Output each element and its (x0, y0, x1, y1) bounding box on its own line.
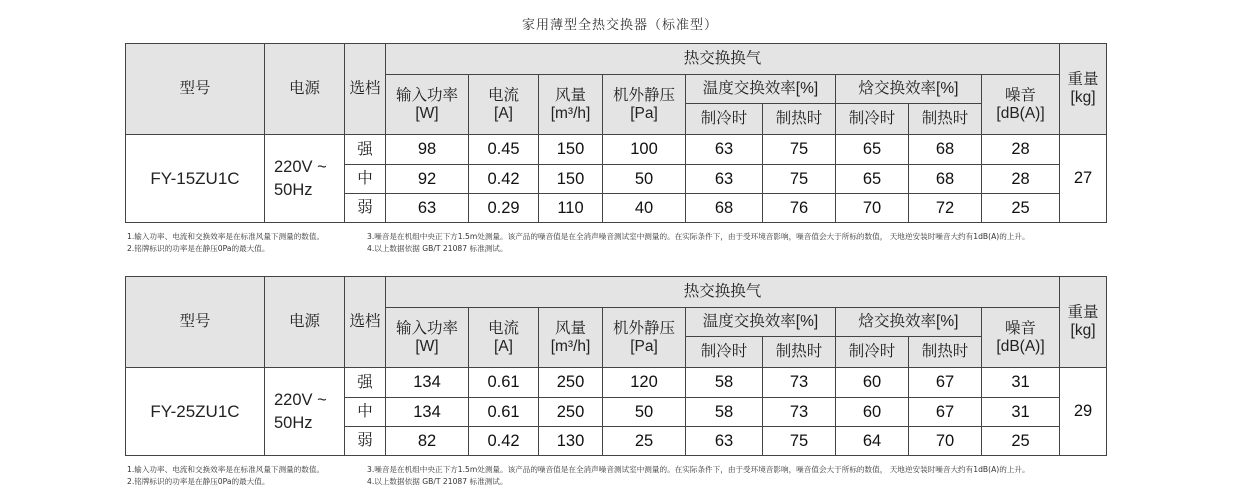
footnote-1: 1.输入功率、电流和交换效率是在标准风量下测量的数值。 (127, 465, 325, 474)
mode-medium: 中 (345, 398, 386, 427)
header-airflow: 风量 [m³/h] (539, 308, 603, 368)
mode-weak: 弱 (345, 427, 386, 456)
footnote-3: 3.噪音是在机组中央正下方1.5m处测量。该产品的噪音值是在全消声噪音测试室中测量的。在实际条件下，由于受环境音影响，噪音值会大于所标的数值， 天地逆安装时噪音大约有1dB(A)的上升。 (367, 232, 1030, 241)
spec-table-2 (125, 276, 1107, 456)
header-weight: 重量 [kg] (1060, 44, 1107, 135)
enthalpy-heating-value: 67 (909, 368, 982, 398)
noise-value: 31 (982, 398, 1060, 427)
footnote-3: 3.噪音是在机组中央正下方1.5m处测量。该产品的噪音值是在全消声噪音测试室中测量的。在实际条件下，由于受环境音影响，噪音值会大于所标的数值， 天地逆安装时噪音大约有1dB(A)的上升。 (367, 465, 1030, 474)
model-cell: FY-15ZU1C (126, 135, 265, 223)
current-value: 0.61 (469, 368, 539, 398)
current-value: 0.42 (469, 165, 539, 194)
header-input-power: 输入功率 [W] (386, 308, 469, 368)
temp-heating-value: 75 (763, 135, 836, 165)
header-input-power: 输入功率 [W] (386, 75, 469, 135)
spec-block-2 (125, 276, 1100, 488)
current-value: 0.61 (469, 398, 539, 427)
page-title: 家用薄型全热交换器（标准型） (521, 18, 718, 33)
temp-heating-value: 75 (763, 165, 836, 194)
current-value: 0.29 (469, 194, 539, 223)
airflow-value: 150 (539, 165, 603, 194)
header-model: 型号 (126, 44, 265, 135)
enthalpy-cooling-value: 64 (836, 427, 909, 456)
temp-cooling-value: 68 (686, 194, 763, 223)
header-model: 型号 (126, 277, 265, 368)
header-enthalpy-efficiency: 焓交换效率[%] (836, 308, 982, 337)
header-enthalpy-heating: 制热时 (909, 104, 982, 135)
temp-heating-value: 75 (763, 427, 836, 456)
footnote-4: 4.以上数据依据 GB/T 21087 标准测试。 (367, 477, 508, 486)
enthalpy-heating-value: 68 (909, 165, 982, 194)
enthalpy-cooling-value: 60 (836, 398, 909, 427)
input-power-value: 98 (386, 135, 469, 165)
header-enthalpy-heating: 制热时 (909, 337, 982, 368)
header-mode: 选档 (345, 44, 386, 135)
temp-cooling-value: 58 (686, 398, 763, 427)
static-pressure-value: 25 (603, 427, 686, 456)
header-temp-efficiency: 温度交换效率[%] (686, 75, 836, 104)
noise-value: 28 (982, 135, 1060, 165)
header-temp-heating: 制热时 (763, 104, 836, 135)
footnote-2: 2.铭牌标识的功率是在静压0Pa的最大值。 (127, 477, 270, 486)
model-cell: FY-25ZU1C (126, 368, 265, 456)
enthalpy-cooling-value: 65 (836, 135, 909, 165)
enthalpy-cooling-value: 65 (836, 165, 909, 194)
weight-value: 27 (1060, 135, 1107, 223)
header-temp-cooling: 制冷时 (686, 337, 763, 368)
header-temp-efficiency: 温度交换效率[%] (686, 308, 836, 337)
enthalpy-heating-value: 72 (909, 194, 982, 223)
mode-strong: 强 (345, 135, 386, 165)
header-current: 电流 [A] (469, 75, 539, 135)
static-pressure-value: 100 (603, 135, 686, 165)
temp-cooling-value: 63 (686, 135, 763, 165)
header-noise: 噪音 [dB(A)] (982, 75, 1060, 135)
power-cell: 220V ~ 50Hz (265, 135, 345, 223)
temp-cooling-value: 58 (686, 368, 763, 398)
mode-medium: 中 (345, 165, 386, 194)
airflow-value: 250 (539, 368, 603, 398)
enthalpy-cooling-value: 60 (836, 368, 909, 398)
spec-table-1 (125, 43, 1107, 223)
input-power-value: 92 (386, 165, 469, 194)
header-power: 电源 (265, 277, 345, 368)
header-weight: 重量 [kg] (1060, 277, 1107, 368)
current-value: 0.42 (469, 427, 539, 456)
enthalpy-heating-value: 70 (909, 427, 982, 456)
static-pressure-value: 50 (603, 165, 686, 194)
header-noise: 噪音 [dB(A)] (982, 308, 1060, 368)
header-mode: 选档 (345, 277, 386, 368)
header-temp-cooling: 制冷时 (686, 104, 763, 135)
header-heat-exchange-group: 热交换换气 (386, 44, 1060, 75)
header-airflow: 风量 [m³/h] (539, 75, 603, 135)
mode-strong: 强 (345, 368, 386, 398)
noise-value: 31 (982, 368, 1060, 398)
header-current: 电流 [A] (469, 308, 539, 368)
temp-heating-value: 73 (763, 398, 836, 427)
airflow-value: 110 (539, 194, 603, 223)
static-pressure-value: 40 (603, 194, 686, 223)
noise-value: 25 (982, 194, 1060, 223)
weight-value: 29 (1060, 368, 1107, 456)
airflow-value: 150 (539, 135, 603, 165)
current-value: 0.45 (469, 135, 539, 165)
mode-weak: 弱 (345, 194, 386, 223)
header-power: 电源 (265, 44, 345, 135)
input-power-value: 134 (386, 398, 469, 427)
footnote-2: 2.铭牌标识的功率是在静压0Pa的最大值。 (127, 244, 270, 253)
temp-cooling-value: 63 (686, 427, 763, 456)
input-power-value: 134 (386, 368, 469, 398)
header-heat-exchange-group: 热交换换气 (386, 277, 1060, 308)
airflow-value: 250 (539, 398, 603, 427)
static-pressure-value: 120 (603, 368, 686, 398)
header-static-pressure: 机外静压 [Pa] (603, 308, 686, 368)
static-pressure-value: 50 (603, 398, 686, 427)
power-cell: 220V ~ 50Hz (265, 368, 345, 456)
temp-cooling-value: 63 (686, 165, 763, 194)
header-temp-heating: 制热时 (763, 337, 836, 368)
enthalpy-heating-value: 68 (909, 135, 982, 165)
footnotes-2 (125, 464, 1100, 488)
airflow-value: 130 (539, 427, 603, 456)
input-power-value: 82 (386, 427, 469, 456)
input-power-value: 63 (386, 194, 469, 223)
header-enthalpy-efficiency: 焓交换效率[%] (836, 75, 982, 104)
spec-block-1 (125, 43, 1100, 255)
enthalpy-cooling-value: 70 (836, 194, 909, 223)
temp-heating-value: 76 (763, 194, 836, 223)
footnotes-1 (125, 231, 1100, 255)
noise-value: 25 (982, 427, 1060, 456)
noise-value: 28 (982, 165, 1060, 194)
enthalpy-heating-value: 67 (909, 398, 982, 427)
footnote-4: 4.以上数据依据 GB/T 21087 标准测试。 (367, 244, 508, 253)
header-static-pressure: 机外静压 [Pa] (603, 75, 686, 135)
footnote-1: 1.输入功率、电流和交换效率是在标准风量下测量的数值。 (127, 232, 325, 241)
temp-heating-value: 73 (763, 368, 836, 398)
header-enthalpy-cooling: 制冷时 (836, 104, 909, 135)
header-enthalpy-cooling: 制冷时 (836, 337, 909, 368)
